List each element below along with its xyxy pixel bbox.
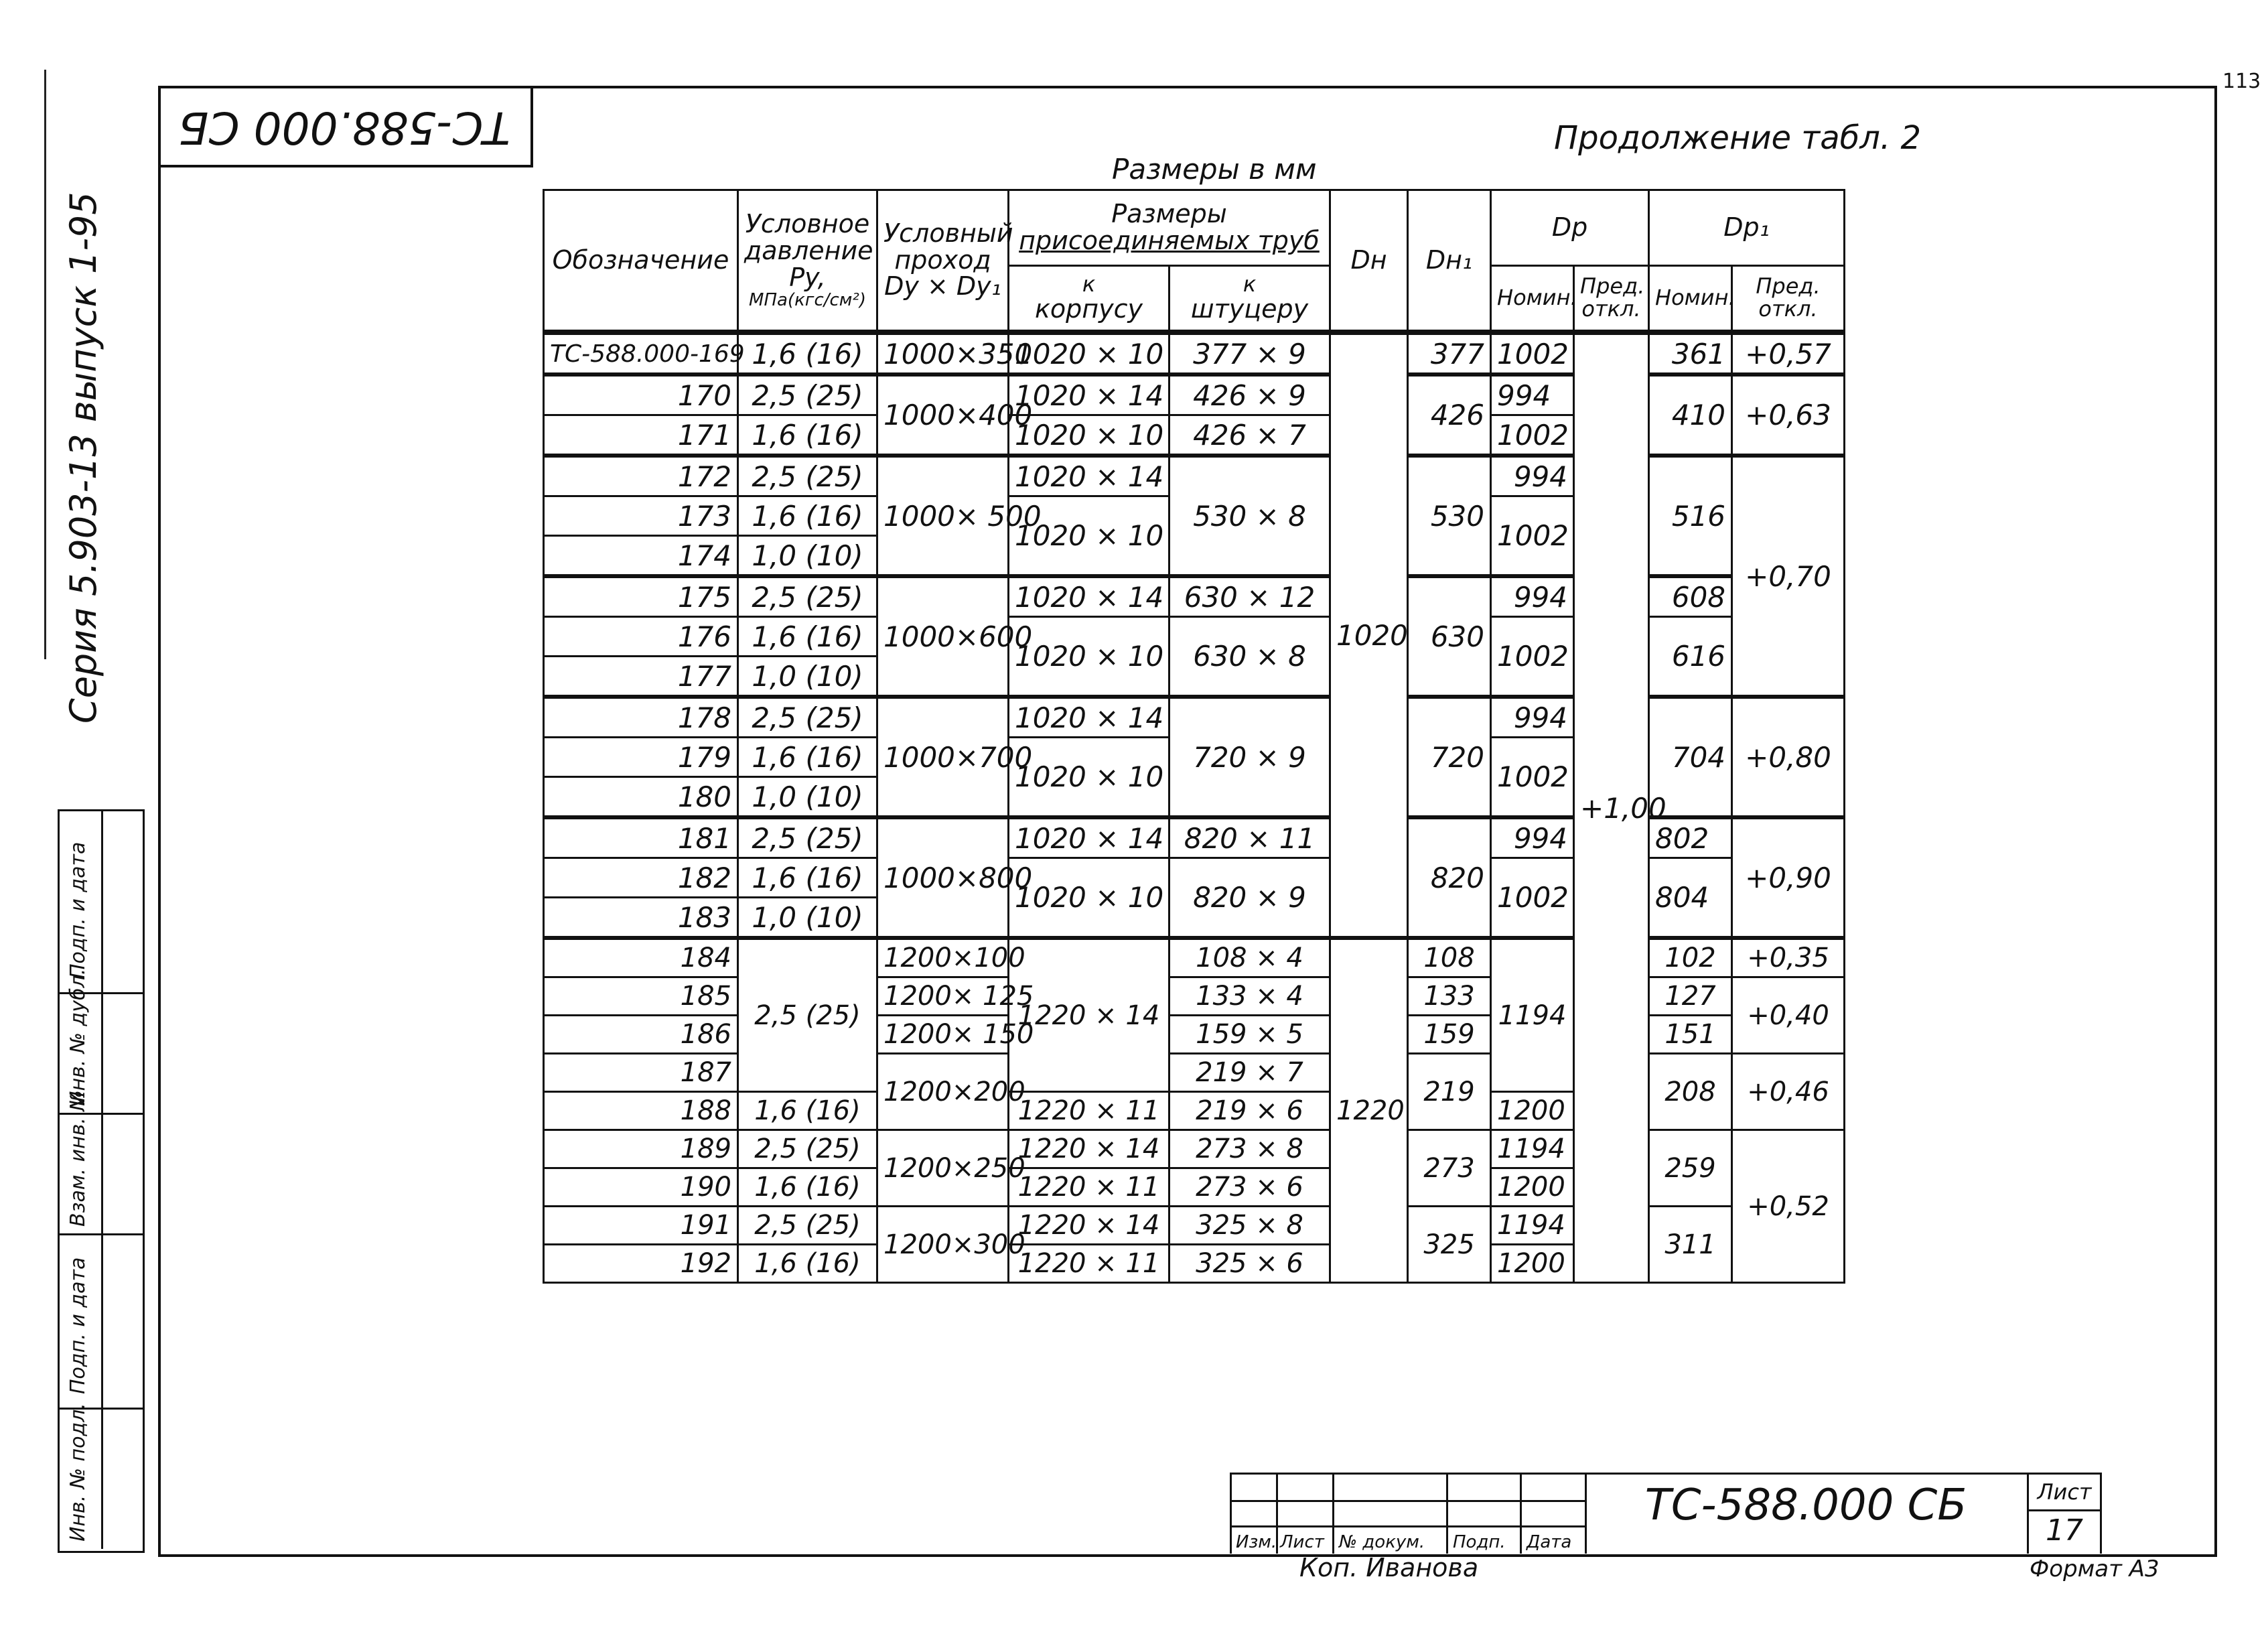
- cell-dr: 1002: [1491, 332, 1574, 374]
- cell-to-fitting: 325 × 6: [1170, 1245, 1330, 1283]
- cell-designation: 173: [544, 496, 738, 536]
- side-stamp-cell: [60, 1403, 143, 1549]
- col-dn1: Dн₁: [1408, 190, 1491, 333]
- cell-to-fitting: 325 × 8: [1170, 1207, 1330, 1245]
- cell-pressure: 1,0 (10): [738, 898, 877, 939]
- cell-designation: 172: [544, 456, 738, 496]
- cell-designation: 184: [544, 938, 738, 977]
- cell-designation: 174: [544, 536, 738, 577]
- cell-designation: 171: [544, 415, 738, 456]
- col-pressure: Условное давление Py, МПа(кгс/см²): [738, 190, 877, 333]
- header-row-1: [544, 190, 1845, 266]
- cell-dr: 1002: [1491, 415, 1574, 456]
- cell-passage: 1000×600: [877, 576, 1009, 697]
- cell-dr1-tolerance: +0,52: [1732, 1130, 1845, 1283]
- cell-pressure: 2,5 (25): [738, 1207, 877, 1245]
- cell-dn1: 377: [1408, 332, 1491, 374]
- cell-to-fitting: 820 × 11: [1170, 817, 1330, 858]
- title-block-sheet: [2027, 1473, 2102, 1554]
- cell-dn1: 325: [1408, 1207, 1491, 1283]
- cell-dr1-tolerance: +0,40: [1732, 977, 1845, 1054]
- cell-passage: 1000×400: [877, 374, 1009, 456]
- table-row: [544, 1207, 1845, 1245]
- cell-dr1: 311: [1649, 1207, 1732, 1283]
- cell-dr1: 208: [1649, 1054, 1732, 1130]
- cell-pressure: 1,6 (16): [738, 858, 877, 898]
- cell-to-body: 1020 × 14: [1009, 374, 1170, 415]
- cell-to-fitting: 108 × 4: [1170, 938, 1330, 977]
- cell-to-body: 1020 × 14: [1009, 576, 1170, 617]
- col-passage: Условный проход Dy × Dy₁: [877, 190, 1009, 333]
- cell-to-body: 1220 × 11: [1009, 1168, 1170, 1207]
- cell-pressure: 2,5 (25): [738, 817, 877, 858]
- cell-to-body: 1020 × 10: [1009, 858, 1170, 939]
- cell-passage: 1000×700: [877, 697, 1009, 817]
- cell-to-fitting: 133 × 4: [1170, 977, 1330, 1016]
- series-label: Серия 5.903-13 выпуск 1-95: [62, 192, 104, 724]
- cell-passage: 1200× 125: [877, 977, 1009, 1016]
- col-to-body: к корпусу: [1009, 266, 1170, 333]
- cell-to-body: 1020 × 14: [1009, 697, 1170, 738]
- cell-passage: 1200×250: [877, 1130, 1009, 1207]
- cell-pressure: 2,5 (25): [738, 374, 877, 415]
- table-row: [544, 617, 1845, 657]
- cell-pressure: 1,6 (16): [738, 1092, 877, 1130]
- cell-dr: 994: [1491, 576, 1574, 617]
- cell-dr-tolerance: +1,00: [1574, 332, 1649, 1283]
- cell-dr: 1200: [1491, 1245, 1574, 1283]
- cell-dr: 1194: [1491, 1207, 1574, 1245]
- cell-designation: 183: [544, 898, 738, 939]
- cell-to-fitting: 820 × 9: [1170, 858, 1330, 939]
- cell-dr1-tolerance: +0,90: [1732, 817, 1845, 938]
- cell-passage: 1200× 150: [877, 1016, 1009, 1054]
- cell-dr: 1194: [1491, 938, 1574, 1092]
- cell-designation: ТС-588.000-169: [544, 332, 738, 374]
- cell-dr: 994: [1491, 817, 1574, 858]
- cell-dr: 1002: [1491, 617, 1574, 697]
- col-dr-nominal: Номин.: [1491, 266, 1574, 333]
- cell-to-fitting: 530 × 8: [1170, 456, 1330, 576]
- cell-dr1: 516: [1649, 456, 1732, 576]
- cell-to-fitting: 426 × 9: [1170, 374, 1330, 415]
- cell-dr1: 802: [1649, 817, 1732, 858]
- cell-pressure: 1,6 (16): [738, 1245, 877, 1283]
- cell-pressure: 1,6 (16): [738, 332, 877, 374]
- cell-to-fitting: 159 × 5: [1170, 1016, 1330, 1054]
- cell-pressure: 1,6 (16): [738, 617, 877, 657]
- cell-dr1: 410: [1649, 374, 1732, 456]
- sheet-number: 17: [2046, 1513, 2083, 1548]
- copied-by: Коп. Иванова: [1299, 1553, 1479, 1582]
- cell-dr: 1002: [1491, 496, 1574, 577]
- cell-to-fitting: 273 × 6: [1170, 1168, 1330, 1207]
- side-label-sign-date-2: Подп. и дата: [66, 1257, 90, 1394]
- cell-pressure: 1,0 (10): [738, 777, 877, 818]
- cell-dr1: 616: [1649, 617, 1732, 697]
- cell-to-fitting: 219 × 6: [1170, 1092, 1330, 1130]
- cell-dr1-tolerance: +0,46: [1732, 1054, 1845, 1130]
- col-dr1: Dр₁: [1649, 190, 1845, 266]
- cell-dr: 1200: [1491, 1168, 1574, 1207]
- cell-to-body: 1020 × 10: [1009, 496, 1170, 577]
- col-to-fitting: к штуцеру: [1170, 266, 1330, 333]
- cell-to-fitting: 273 × 8: [1170, 1130, 1330, 1168]
- cell-designation: 176: [544, 617, 738, 657]
- title-block-doc-code: ТС-588.000 СБ: [1644, 1481, 1967, 1530]
- cell-dn: 1020: [1330, 332, 1408, 938]
- cell-designation: 191: [544, 1207, 738, 1245]
- cell-dr: 1194: [1491, 1130, 1574, 1168]
- cell-dr: 994: [1491, 374, 1574, 415]
- cell-designation: 187: [544, 1054, 738, 1092]
- col-pipe-dimensions: Размеры присоединяемых труб: [1009, 190, 1330, 266]
- cell-dr1-tolerance: +0,57: [1732, 332, 1845, 374]
- cell-to-body: 1220 × 14: [1009, 1207, 1170, 1245]
- tb-label-change: Изм.: [1236, 1532, 1277, 1552]
- cell-dr1-tolerance: +0,80: [1732, 697, 1845, 817]
- cell-dn1: 426: [1408, 374, 1491, 456]
- cell-designation: 182: [544, 858, 738, 898]
- corner-page-number: 113: [2222, 70, 2261, 93]
- side-stamp-cell: [60, 811, 143, 994]
- cell-pressure: 2,5 (25): [738, 697, 877, 738]
- cell-dr1: 151: [1649, 1016, 1732, 1054]
- cell-designation: 185: [544, 977, 738, 1016]
- table-row: [544, 332, 1845, 374]
- cell-to-fitting: 426 × 7: [1170, 415, 1330, 456]
- cell-pressure: 1,6 (16): [738, 496, 877, 536]
- cell-passage: 1200×200: [877, 1054, 1009, 1130]
- side-stamp-cell: [60, 1090, 143, 1235]
- cell-passage: 1200×300: [877, 1207, 1009, 1283]
- col-designation: Обозначение: [544, 190, 738, 333]
- table-row: [544, 374, 1845, 415]
- cell-dr: 994: [1491, 697, 1574, 738]
- cell-to-body: 1020 × 10: [1009, 738, 1170, 818]
- cell-to-fitting: 720 × 9: [1170, 697, 1330, 817]
- left-margin-rule: [44, 70, 46, 659]
- cell-dr: 1002: [1491, 738, 1574, 818]
- cell-to-body: 1020 × 10: [1009, 617, 1170, 697]
- tb-label-sign: Подп.: [1453, 1532, 1506, 1552]
- cell-designation: 188: [544, 1092, 738, 1130]
- cell-designation: 180: [544, 777, 738, 818]
- cell-to-fitting: 377 × 9: [1170, 332, 1330, 374]
- side-label-replace-inv: Взам. инв. №: [66, 1090, 90, 1227]
- side-label-orig-inv: Инв. № подл.: [66, 1403, 90, 1542]
- cell-passage: 1000×800: [877, 817, 1009, 938]
- cell-dn1: 530: [1408, 456, 1491, 576]
- cell-dr1-tolerance: +0,70: [1732, 456, 1845, 697]
- cell-to-body: 1020 × 10: [1009, 415, 1170, 456]
- table-row: [544, 456, 1845, 496]
- cell-to-body: 1220 × 11: [1009, 1245, 1170, 1283]
- cell-designation: 192: [544, 1245, 738, 1283]
- cell-dn1: 219: [1408, 1054, 1491, 1130]
- cell-dr1: 608: [1649, 576, 1732, 617]
- cell-dr: 1200: [1491, 1092, 1574, 1130]
- units-label: Размеры в мм: [1112, 153, 1317, 186]
- cell-dn1: 133: [1408, 977, 1491, 1016]
- table-row: [544, 697, 1845, 738]
- cell-to-fitting: 630 × 12: [1170, 576, 1330, 617]
- cell-dn: 1220: [1330, 938, 1408, 1283]
- cell-designation: 189: [544, 1130, 738, 1168]
- col-dn: Dн: [1330, 190, 1408, 333]
- cell-dn1: 108: [1408, 938, 1491, 977]
- cell-dn1: 273: [1408, 1130, 1491, 1207]
- cell-designation: 186: [544, 1016, 738, 1054]
- paper-format: Формат А3: [2030, 1556, 2159, 1582]
- side-stamp: [58, 809, 145, 1553]
- col-dr1-nominal: Номин.: [1649, 266, 1732, 333]
- cell-pressure: 2,5 (25): [738, 456, 877, 496]
- col-dr1-tolerance: Пред. откл.: [1732, 266, 1845, 333]
- table-row: [544, 576, 1845, 617]
- cell-dr1: 102: [1649, 938, 1732, 977]
- cell-to-body: 1020 × 10: [1009, 332, 1170, 374]
- sheet-label: Лист: [2029, 1475, 2100, 1511]
- cell-designation: 178: [544, 697, 738, 738]
- cell-pressure: 1,6 (16): [738, 738, 877, 777]
- cell-designation: 181: [544, 817, 738, 858]
- side-label-dup-inv: Инв. № дубл.: [66, 968, 90, 1106]
- col-dr: Dр: [1491, 190, 1649, 266]
- table-row: [544, 938, 1845, 977]
- col-dr-tolerance: Пред. откл.: [1574, 266, 1649, 333]
- cell-dn1: 820: [1408, 817, 1491, 938]
- cell-designation: 170: [544, 374, 738, 415]
- cell-dn1: 159: [1408, 1016, 1491, 1054]
- tb-label-date: Дата: [1527, 1532, 1572, 1552]
- cell-dr1-tolerance: +0,63: [1732, 374, 1845, 456]
- dimensions-table: [543, 189, 1845, 1284]
- cell-to-body: 1220 × 14: [1009, 1130, 1170, 1168]
- cell-pressure: 2,5 (25): [738, 938, 877, 1092]
- cell-to-body: 1020 × 14: [1009, 456, 1170, 496]
- cell-to-body: 1220 × 14: [1009, 938, 1170, 1092]
- table-continuation-label: Продолжение табл. 2: [1554, 119, 1922, 157]
- cell-to-fitting: 630 × 8: [1170, 617, 1330, 697]
- cell-dr1: 361: [1649, 332, 1732, 374]
- cell-designation: 190: [544, 1168, 738, 1207]
- cell-dr: 1002: [1491, 858, 1574, 939]
- side-label-sign-date: Подп. и дата: [66, 841, 90, 979]
- cell-designation: 175: [544, 576, 738, 617]
- cell-pressure: 1,6 (16): [738, 1168, 877, 1207]
- cell-dr: 994: [1491, 456, 1574, 496]
- cell-pressure: 1,0 (10): [738, 657, 877, 697]
- cell-pressure: 2,5 (25): [738, 576, 877, 617]
- cell-pressure: 1,6 (16): [738, 415, 877, 456]
- cell-passage: 1200×100: [877, 938, 1009, 977]
- cell-passage: 1000×350: [877, 332, 1009, 374]
- cell-designation: 177: [544, 657, 738, 697]
- tb-label-doc-no: № докум.: [1339, 1532, 1425, 1552]
- cell-dr1-tolerance: +0,35: [1732, 938, 1845, 977]
- top-left-doc-code: ТС-588.000 СБ: [178, 102, 510, 153]
- side-stamp-cell: [60, 1233, 143, 1410]
- cell-dr1: 804: [1649, 858, 1732, 939]
- cell-dn1: 630: [1408, 576, 1491, 697]
- cell-passage: 1000× 500: [877, 456, 1009, 576]
- tb-label-sheet: Лист: [1280, 1532, 1324, 1552]
- title-block: [1230, 1473, 2209, 1552]
- cell-to-body: 1020 × 14: [1009, 817, 1170, 858]
- cell-dr1: 259: [1649, 1130, 1732, 1207]
- cell-pressure: 1,0 (10): [738, 536, 877, 577]
- table-row: [544, 858, 1845, 898]
- cell-to-body: 1220 × 11: [1009, 1092, 1170, 1130]
- table-row: [544, 1130, 1845, 1168]
- cell-dn1: 720: [1408, 697, 1491, 817]
- cell-pressure: 2,5 (25): [738, 1130, 877, 1168]
- title-block-revisions: [1230, 1473, 1587, 1554]
- cell-designation: 179: [544, 738, 738, 777]
- cell-to-fitting: 219 × 7: [1170, 1054, 1330, 1092]
- cell-dr1: 127: [1649, 977, 1732, 1016]
- cell-dr1: 704: [1649, 697, 1732, 817]
